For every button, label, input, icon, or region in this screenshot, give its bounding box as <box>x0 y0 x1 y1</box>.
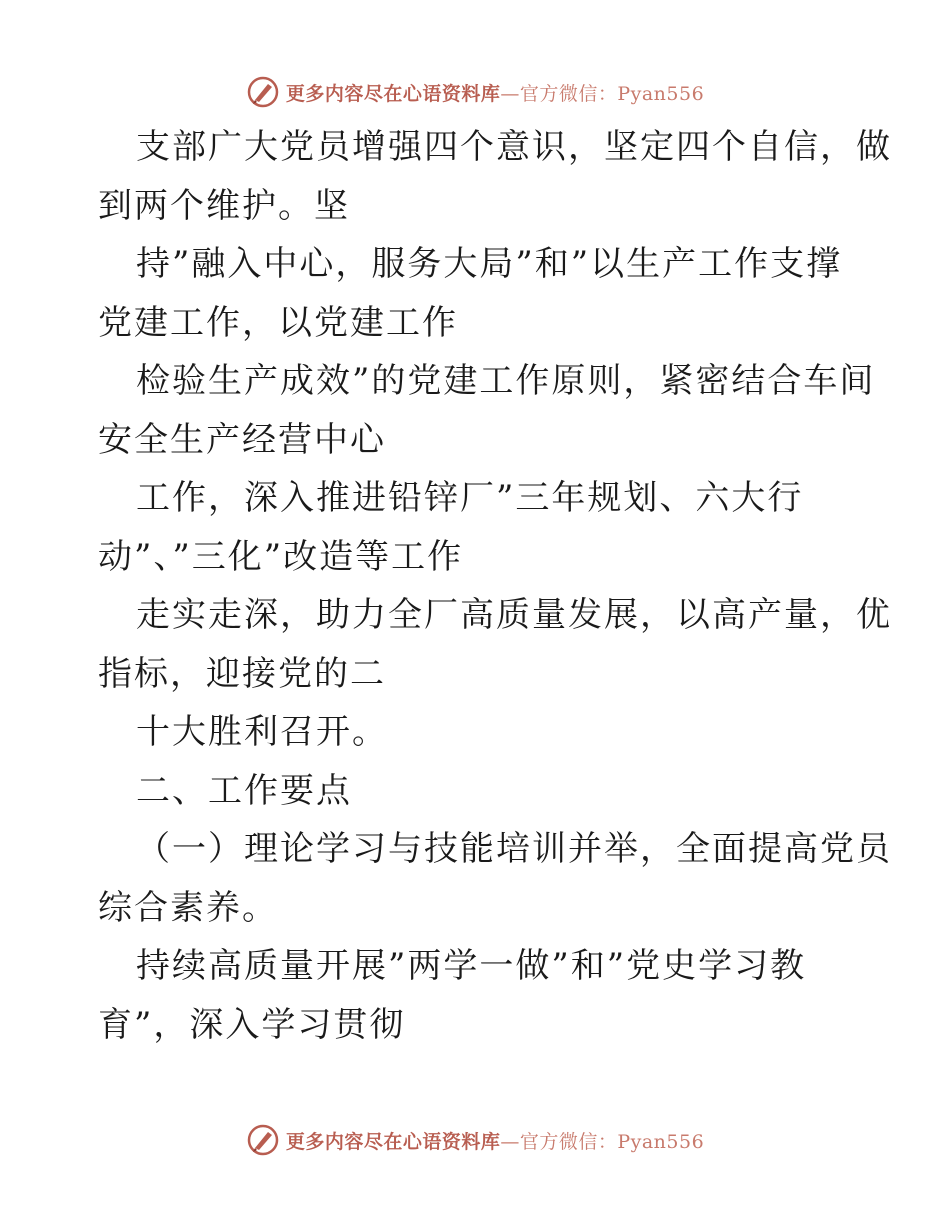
paragraph-line: 综合素养。 <box>98 887 278 928</box>
quill-pen-logo-icon <box>246 1123 280 1157</box>
watermark-brand: 更多内容尽在心语资料库 <box>285 1130 501 1153</box>
paragraph-line: 十大胜利召开。 <box>136 712 388 752</box>
paragraph-line: 工作，深入推进铅锌厂”三年规划、六大行 <box>136 478 804 518</box>
watermark-brand: 更多内容尽在心语资料库 <box>285 82 501 105</box>
paragraph-line: 持续高质量开展”两学一做”和”党史学习教 <box>136 946 807 986</box>
paragraph-line: 安全生产经营中心 <box>98 419 386 460</box>
subsection-heading: （一）理论学习与技能培训并举，全面提高党员 <box>136 829 892 869</box>
watermark-contact: 官方微信：Pyan556 <box>519 82 705 105</box>
watermark-separator: — <box>500 82 520 105</box>
paragraph-line: 走实走深，助力全厂高质量发展，以高产量，优 <box>136 595 892 635</box>
paragraph-line: 育”，深入学习贯彻 <box>98 1004 406 1045</box>
watermark-separator: — <box>500 1130 520 1153</box>
paragraph-line: 持”融入中心，服务大局”和”以生产工作支撑 <box>136 244 843 284</box>
watermark-contact: 官方微信：Pyan556 <box>519 1130 705 1153</box>
paragraph-line: 党建工作，以党建工作 <box>98 302 458 343</box>
paragraph-line: 检验生产成效”的党建工作原则，紧密结合车间 <box>136 361 876 401</box>
document-body <box>98 118 892 1054</box>
watermark-text <box>286 1127 704 1154</box>
paragraph-line: 支部广大党员增强四个意识，坚定四个自信，做 <box>136 127 892 167</box>
section-heading: 二、工作要点 <box>136 770 352 811</box>
paragraph-line: 到两个维护。坚 <box>98 185 350 226</box>
quill-pen-logo-icon <box>246 75 280 109</box>
paragraph-line: 动”、”三化”改造等工作 <box>98 536 464 577</box>
watermark-text <box>286 79 704 106</box>
header-watermark <box>0 72 950 112</box>
footer-watermark <box>0 1120 950 1160</box>
paragraph-line: 指标，迎接党的二 <box>98 653 386 694</box>
